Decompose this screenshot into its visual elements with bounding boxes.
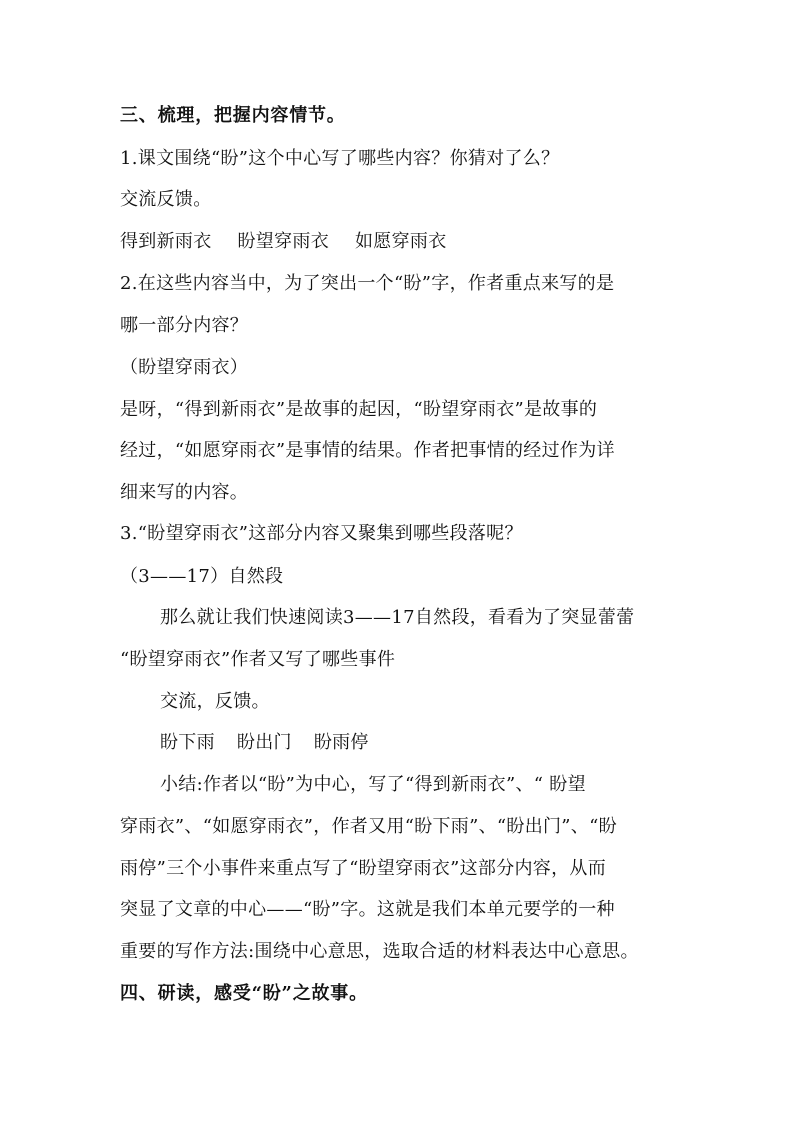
question-two-line-two: 哪一部分内容？ bbox=[120, 315, 249, 336]
event-hope-rain-stop: 盼雨停 bbox=[313, 732, 369, 753]
option-get-new-raincoat: 得到新雨衣 bbox=[120, 231, 212, 252]
reading-line-two: “盼望穿雨衣”作者又写了哪些事件 bbox=[120, 649, 396, 670]
answer-two: （盼望穿雨衣） bbox=[120, 357, 249, 378]
question-one: 1.课文围绕“盼”这个中心写了哪些内容？你猜对了么？ bbox=[120, 148, 560, 169]
event-list bbox=[160, 731, 680, 755]
option-hope-wear-raincoat: 盼望穿雨衣 bbox=[237, 231, 329, 252]
summary-line-three: 雨停”三个小事件来重点写了“盼望穿雨衣”这部分内容，从而 bbox=[120, 858, 607, 879]
summary-line-two: 穿雨衣”、“如愿穿雨衣”，作者又用“盼下雨”、“盼出门”、“盼 bbox=[120, 816, 617, 837]
explanation-line-three: 细来写的内容。 bbox=[120, 482, 249, 503]
explanation-line-two: 经过，“如愿穿雨衣”是事情的结果。作者把事情的经过作为详 bbox=[120, 440, 615, 461]
question-three: 3.“盼望穿雨衣”这部分内容又聚集到哪些段落呢？ bbox=[120, 523, 523, 544]
question-two-line-one: 2.在这些内容当中，为了突出一个“盼”字，作者重点来写的是 bbox=[120, 273, 615, 294]
content-options bbox=[120, 230, 680, 254]
section-three-heading: 三、梳理，把握内容情节。 bbox=[120, 105, 346, 126]
summary-line-four: 突显了文章的中心——“盼”字。这就是我们本单元要学的一种 bbox=[120, 899, 615, 920]
option-wish-fulfilled-raincoat: 如愿穿雨衣 bbox=[355, 231, 447, 252]
summary-line-one: 小结:作者以“盼”为中心，写了“得到新雨衣”、“ 盼望 bbox=[160, 774, 586, 795]
explanation-line-one: 是呀，“得到新雨衣”是故事的起因，“盼望穿雨衣”是故事的 bbox=[120, 399, 598, 420]
event-hope-go-out: 盼出门 bbox=[236, 732, 292, 753]
reading-line-one: 那么就让我们快速阅读3——17自然段，看看为了突显蕾蕾 bbox=[160, 607, 635, 628]
event-hope-rain: 盼下雨 bbox=[160, 732, 215, 753]
section-four-heading: 四、研读，感受“盼”之故事。 bbox=[120, 983, 368, 1004]
exchange-feedback: 交流，反馈。 bbox=[160, 691, 270, 712]
answer-three: （3——17）自然段 bbox=[120, 566, 284, 587]
summary-line-five: 重要的写作方法:围绕中心意思，选取合适的材料表达中心意思。 bbox=[120, 941, 639, 962]
feedback-text: 交流反馈。 bbox=[120, 189, 212, 210]
